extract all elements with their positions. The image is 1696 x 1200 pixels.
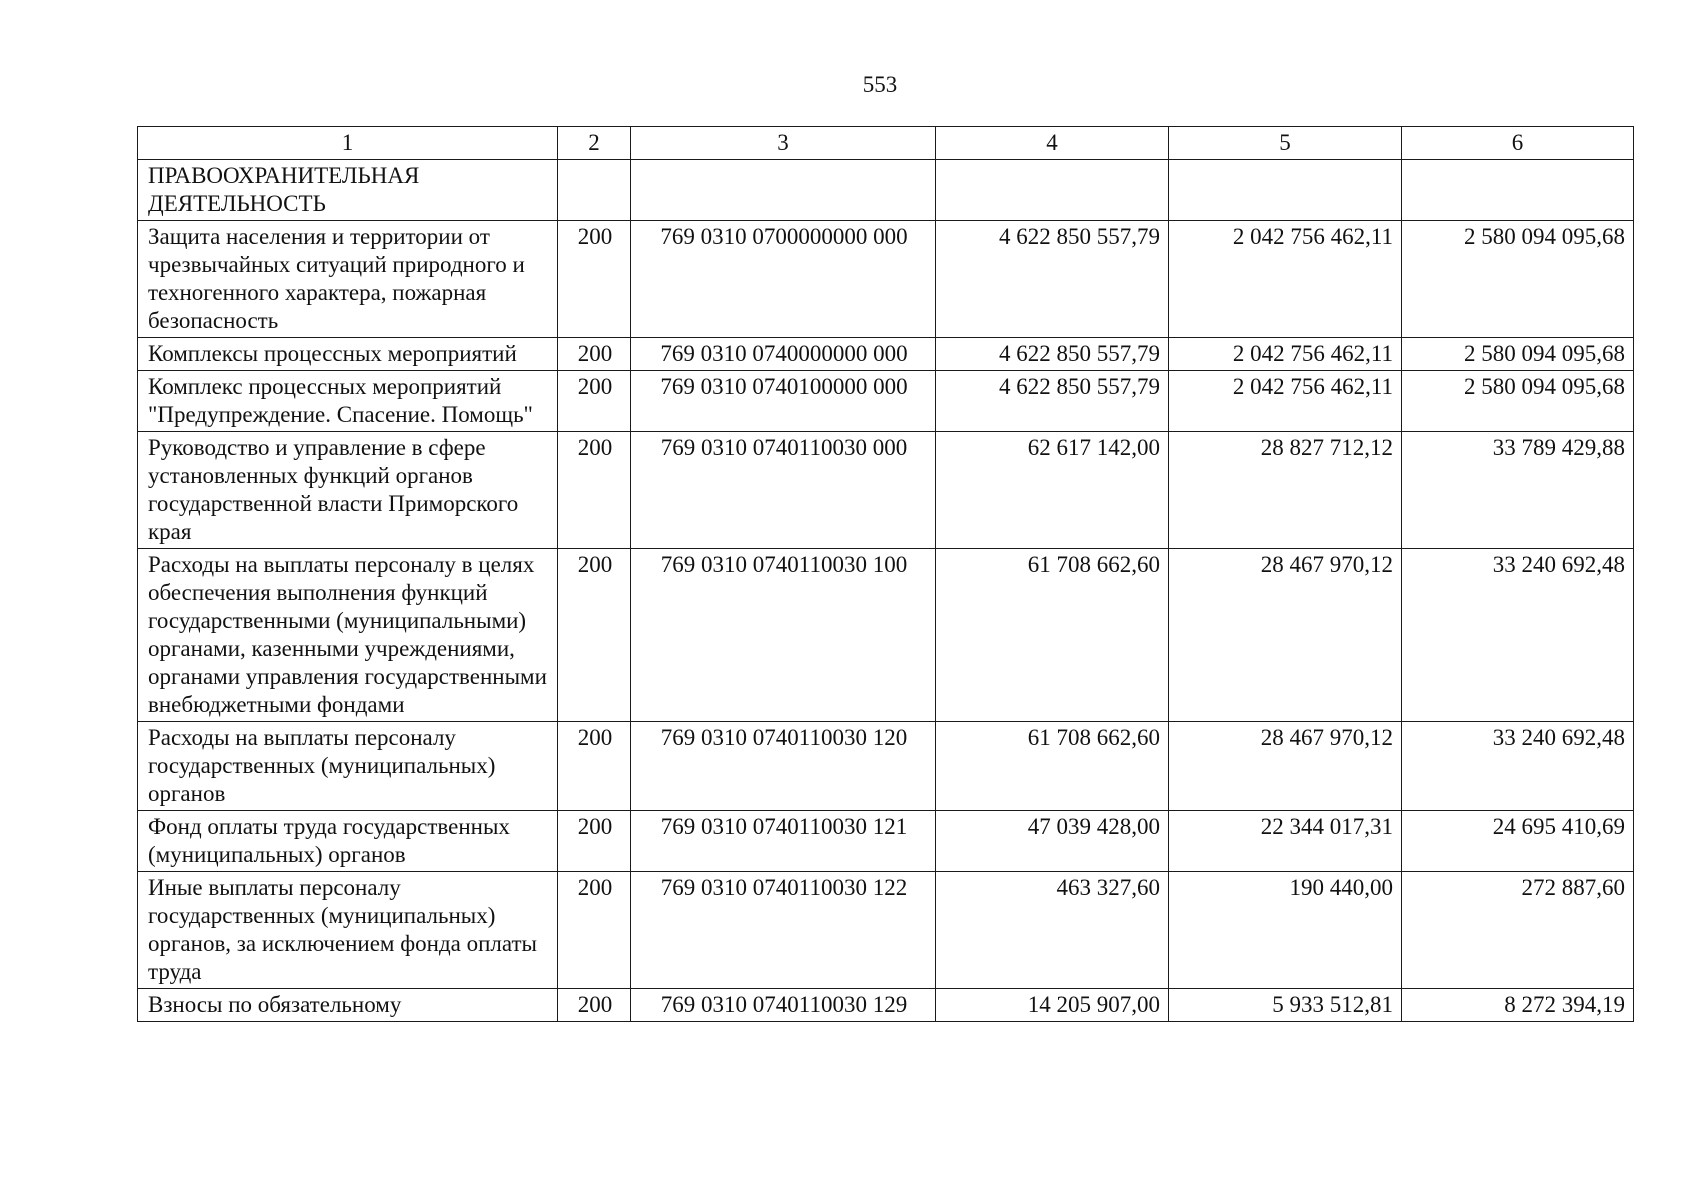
- row-value-6: 33 240 692,48: [1402, 722, 1634, 811]
- row-name: Защита населения и территории от чрезвычайных ситуаций природного и техногенного характера, пожарная безопасность: [138, 221, 558, 338]
- row-code: 200: [558, 722, 631, 811]
- column-header-1: 1: [138, 127, 558, 160]
- row-value-5: [1169, 160, 1402, 221]
- row-value-4: 61 708 662,60: [936, 722, 1169, 811]
- table-row: [138, 549, 1634, 722]
- table-header-row: [138, 127, 1634, 160]
- row-code: 200: [558, 811, 631, 872]
- row-kbk: 769 0310 0740110030 100: [631, 549, 936, 722]
- column-header-5: 5: [1169, 127, 1402, 160]
- table-row: [138, 371, 1634, 432]
- row-value-5: 2 042 756 462,11: [1169, 338, 1402, 371]
- row-name: ПРАВООХРАНИТЕЛЬНАЯ ДЕЯТЕЛЬНОСТЬ: [138, 160, 558, 221]
- row-value-5: 28 827 712,12: [1169, 432, 1402, 549]
- row-value-5: 5 933 512,81: [1169, 989, 1402, 1022]
- row-kbk: [631, 160, 936, 221]
- row-value-6: 33 240 692,48: [1402, 549, 1634, 722]
- row-code: 200: [558, 989, 631, 1022]
- row-value-6: [1402, 160, 1634, 221]
- table-row: [138, 811, 1634, 872]
- row-value-6: 2 580 094 095,68: [1402, 338, 1634, 371]
- row-kbk: 769 0310 0740100000 000: [631, 371, 936, 432]
- row-name: Расходы на выплаты персоналу государственных (муниципальных) органов: [138, 722, 558, 811]
- row-value-4: [936, 160, 1169, 221]
- row-value-5: 28 467 970,12: [1169, 549, 1402, 722]
- row-value-6: 2 580 094 095,68: [1402, 221, 1634, 338]
- row-code: 200: [558, 549, 631, 722]
- row-name: Комплекс процессных мероприятий "Предупреждение. Спасение. Помощь": [138, 371, 558, 432]
- row-value-4: 4 622 850 557,79: [936, 338, 1169, 371]
- column-header-4: 4: [936, 127, 1169, 160]
- row-kbk: 769 0310 0740110030 000: [631, 432, 936, 549]
- row-name: Фонд оплаты труда государственных (муниципальных) органов: [138, 811, 558, 872]
- row-value-6: 8 272 394,19: [1402, 989, 1634, 1022]
- row-value-6: 272 887,60: [1402, 872, 1634, 989]
- row-kbk: 769 0310 0740110030 122: [631, 872, 936, 989]
- column-header-2: 2: [558, 127, 631, 160]
- table-row: [138, 221, 1634, 338]
- row-value-5: 2 042 756 462,11: [1169, 221, 1402, 338]
- row-value-6: 2 580 094 095,68: [1402, 371, 1634, 432]
- table-row: [138, 338, 1634, 371]
- row-name: Взносы по обязательному: [138, 989, 558, 1022]
- table-row: [138, 160, 1634, 221]
- row-value-6: 33 789 429,88: [1402, 432, 1634, 549]
- row-code: 200: [558, 221, 631, 338]
- row-kbk: 769 0310 0700000000 000: [631, 221, 936, 338]
- row-value-4: 4 622 850 557,79: [936, 221, 1169, 338]
- row-value-4: 47 039 428,00: [936, 811, 1169, 872]
- row-code: 200: [558, 338, 631, 371]
- row-name: Руководство и управление в сфере установленных функций органов государственной власти Приморского края: [138, 432, 558, 549]
- budget-table: [137, 126, 1634, 1022]
- row-value-4: 61 708 662,60: [936, 549, 1169, 722]
- row-kbk: 769 0310 0740000000 000: [631, 338, 936, 371]
- table-row: [138, 722, 1634, 811]
- row-code: [558, 160, 631, 221]
- row-kbk: 769 0310 0740110030 121: [631, 811, 936, 872]
- row-value-4: 62 617 142,00: [936, 432, 1169, 549]
- row-value-4: 463 327,60: [936, 872, 1169, 989]
- table-row: [138, 432, 1634, 549]
- row-value-5: 190 440,00: [1169, 872, 1402, 989]
- row-name: Расходы на выплаты персоналу в целях обеспечения выполнения функций государственными (муниципальными) органами, казенными учреждениями, органами управления государственными внебюджетными фондами: [138, 549, 558, 722]
- row-kbk: 769 0310 0740110030 120: [631, 722, 936, 811]
- row-code: 200: [558, 432, 631, 549]
- table-row: [138, 989, 1634, 1022]
- column-header-3: 3: [631, 127, 936, 160]
- row-name: Комплексы процессных мероприятий: [138, 338, 558, 371]
- row-value-5: 22 344 017,31: [1169, 811, 1402, 872]
- row-value-5: 28 467 970,12: [1169, 722, 1402, 811]
- row-value-6: 24 695 410,69: [1402, 811, 1634, 872]
- row-value-4: 14 205 907,00: [936, 989, 1169, 1022]
- row-value-5: 2 042 756 462,11: [1169, 371, 1402, 432]
- row-name: Иные выплаты персоналу государственных (муниципальных) органов, за исключением фонда оплаты труда: [138, 872, 558, 989]
- row-kbk: 769 0310 0740110030 129: [631, 989, 936, 1022]
- page-number: 553: [862, 72, 898, 97]
- table-row: [138, 872, 1634, 989]
- row-value-4: 4 622 850 557,79: [936, 371, 1169, 432]
- row-code: 200: [558, 872, 631, 989]
- column-header-6: 6: [1402, 127, 1634, 160]
- row-code: 200: [558, 371, 631, 432]
